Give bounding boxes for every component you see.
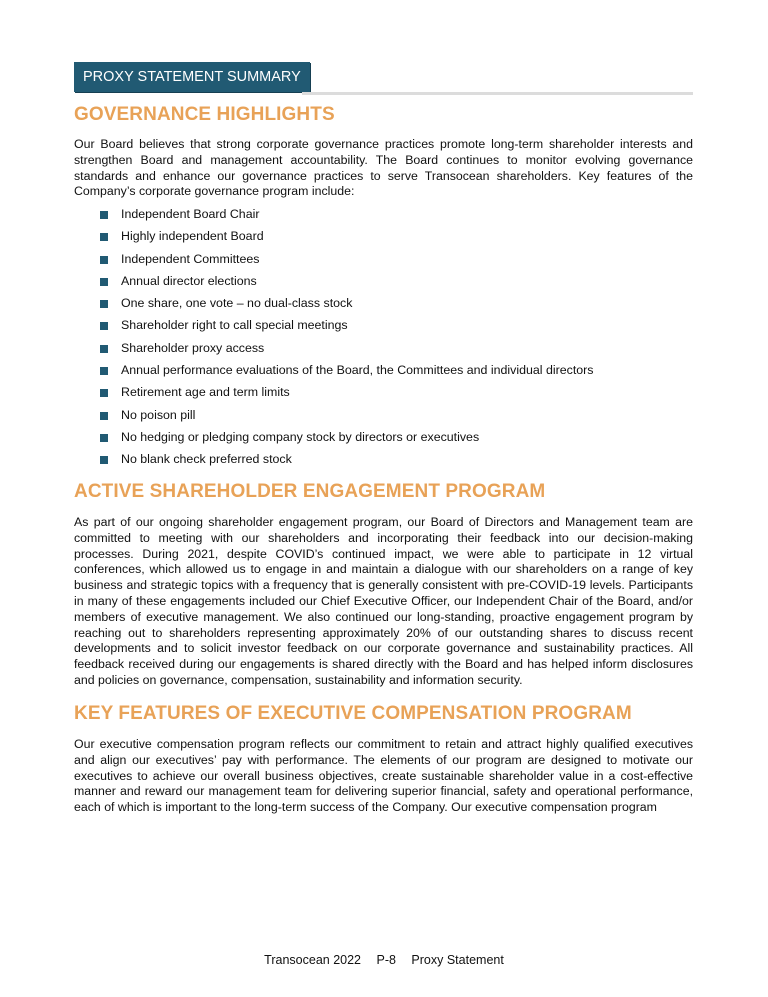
list-item: No poison pill: [100, 407, 593, 429]
list-item: Independent Committees: [100, 251, 593, 273]
square-bullet-icon: [100, 322, 108, 330]
footer-page-number: P-8: [376, 953, 396, 967]
section-tab: PROXY STATEMENT SUMMARY: [74, 62, 310, 92]
governance-intro: Our Board believes that strong corporate governance practices promote long-term shareholder interests and strengthen Board and management accountability. The Board continues to monitor evolving governance standards and enhance our governance practices to serve Transocean shareholders. Key features of the Company’s corporate governance program include:: [74, 137, 693, 199]
engagement-body: As part of our ongoing shareholder engagement program, our Board of Directors and Management team are committed to meeting with our shareholders and incorporating their feedback into our decision-making processes. During 2021, despite COVID’s continued impact, we were able to participate in 12 virtual conferences, which allowed us to engage in and maintain a dialogue with our shareholders on a range of key business and strategic topics with a frequency that is generally consistent with pre-COVID-19 levels. Participants in many of these engagements included our Chief Executive Officer, our Independent Chair of the Board, and/or members of executive management. We also continued our long-standing, proactive engagement program by reaching out to shareholders representing approximately 20% of our outstanding shares to discuss recent developments and to solicit investor feedback on our corporate governance and sustainability practices. All feedback received during our engagements is shared directly with the Board and has helped inform disclosures and policies on governance, compensation, sustainability and information security.: [74, 515, 693, 687]
list-item: Shareholder proxy access: [100, 340, 593, 362]
list-item: Highly independent Board: [100, 228, 593, 250]
governance-list: [100, 206, 593, 474]
list-item: Annual performance evaluations of the Board, the Committees and individual directors: [100, 362, 593, 384]
square-bullet-icon: [100, 256, 108, 264]
square-bullet-icon: [100, 233, 108, 241]
compensation-body: Our executive compensation program reflects our commitment to retain and attract highly qualified executives and align our executives’ pay with performance. The elements of our program are designed to motivate our executives to achieve our overall business objectives, create sustainable shareholder value in a cost-effective manner and reward our management team for delivering superior financial, safety and operational performance, each of which is important to the long-term success of the Company. Our executive compensation program: [74, 737, 693, 815]
list-item: No blank check preferred stock: [100, 451, 593, 473]
list-item: One share, one vote – no dual-class stock: [100, 295, 593, 317]
list-item: Shareholder right to call special meetings: [100, 317, 593, 339]
footer-company: Transocean 2022: [264, 953, 361, 967]
footer-document: Proxy Statement: [411, 953, 504, 967]
engagement-heading: ACTIVE SHAREHOLDER ENGAGEMENT PROGRAM: [74, 481, 546, 502]
header-divider: [302, 92, 693, 95]
compensation-heading: KEY FEATURES OF EXECUTIVE COMPENSATION PROGRAM: [74, 703, 632, 724]
list-item: Independent Board Chair: [100, 206, 593, 228]
page-footer: [0, 953, 768, 967]
governance-heading: GOVERNANCE HIGHLIGHTS: [74, 104, 335, 125]
square-bullet-icon: [100, 278, 108, 286]
square-bullet-icon: [100, 412, 108, 420]
list-item: Retirement age and term limits: [100, 384, 593, 406]
square-bullet-icon: [100, 434, 108, 442]
square-bullet-icon: [100, 367, 108, 375]
list-item: No hedging or pledging company stock by directors or executives: [100, 429, 593, 451]
square-bullet-icon: [100, 456, 108, 464]
square-bullet-icon: [100, 300, 108, 308]
square-bullet-icon: [100, 345, 108, 353]
list-item: Annual director elections: [100, 273, 593, 295]
square-bullet-icon: [100, 211, 108, 219]
square-bullet-icon: [100, 389, 108, 397]
